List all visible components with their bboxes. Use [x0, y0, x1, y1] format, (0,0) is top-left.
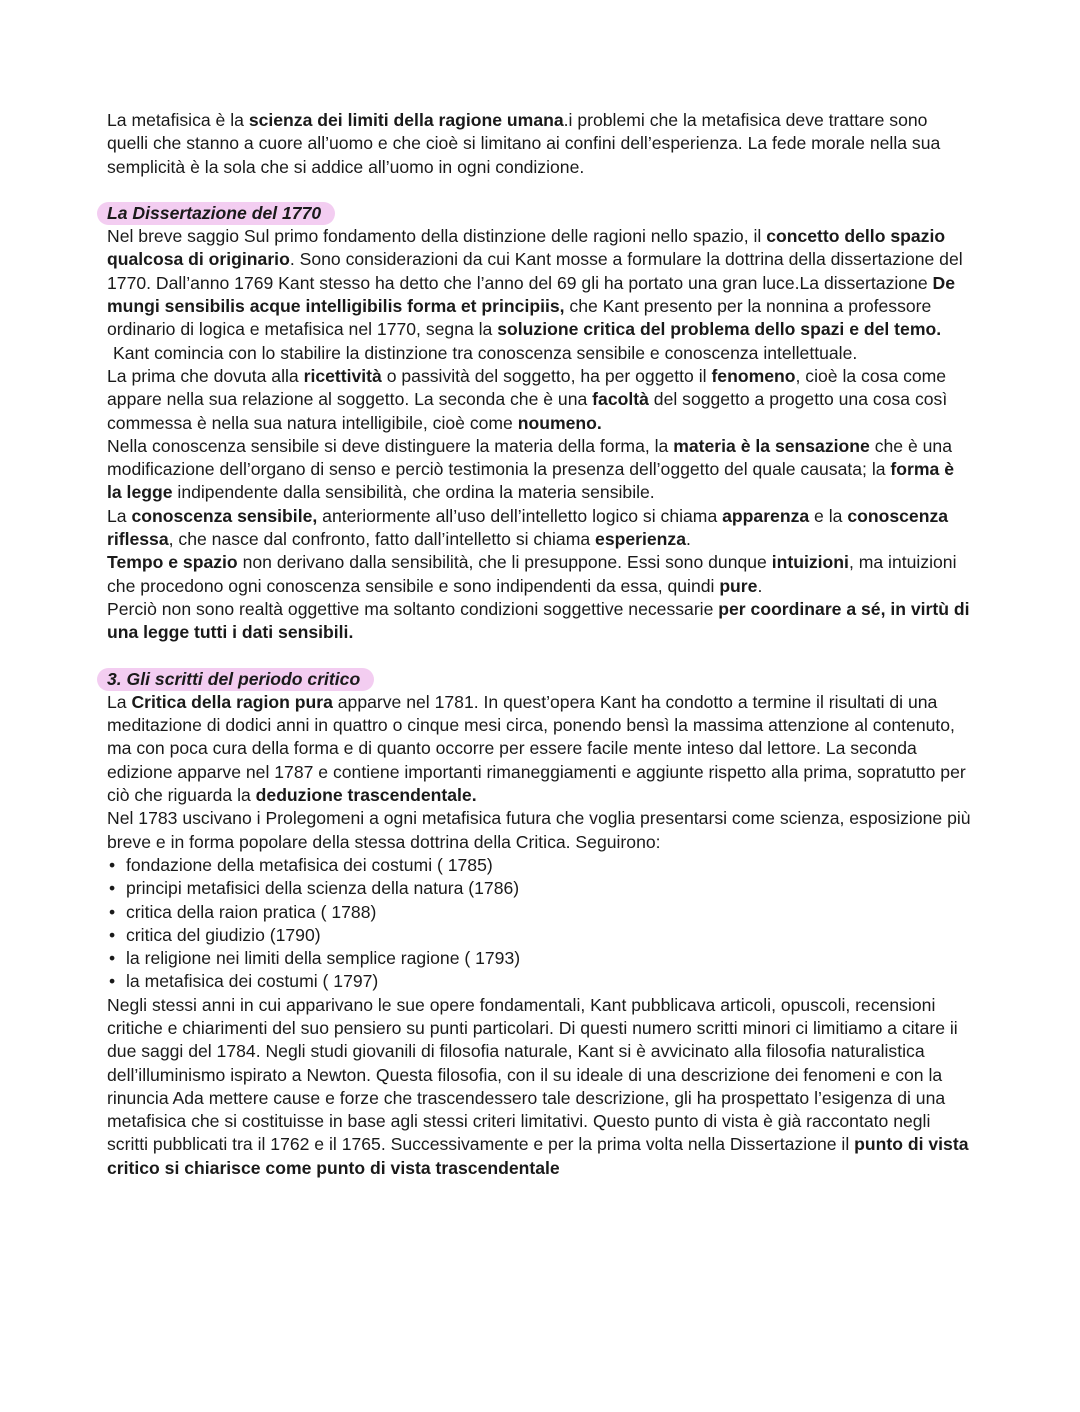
document-page [107, 109, 973, 1180]
text: Perciò non sono realtà oggettive ma soltanto condizioni soggettive necessarie [107, 598, 719, 619]
text: Nel 1783 uscivano i Prolegomeni a ogni metafisica futura che voglia presentarsi come scienza, esposizione più breve e in forma popolare della stessa dottrina della Critica. Seguirono: [107, 808, 971, 852]
bold-text: apparenza [722, 505, 810, 526]
bold-text: conoscenza sensibile, [131, 505, 318, 526]
text: . [685, 529, 691, 550]
text: La [107, 691, 132, 712]
section-heading-dissertazione: La Dissertazione del 1770 [97, 202, 335, 225]
text: La metafisica è la [107, 110, 249, 130]
section-heading-scritti-periodo-critico: 3. Gli scritti del periodo critico [97, 668, 374, 691]
text: , ma intuizioni che procedono ogni conoscenza sensibile e sono indipendenti da essa, quindi [107, 552, 957, 596]
bold-text: conoscenza riflessa [107, 505, 949, 550]
bold-text: scienza dei limiti della ragione umana [248, 110, 564, 130]
text: del soggetto a progetto una cosa così commessa è nella sua natura intelligibile, cioè come [107, 389, 948, 433]
text: , cioè la cosa come appare nella sua relazione al soggetto. La seconda che è una [107, 365, 947, 410]
list-item: • la metafisica dei costumi ( 1797) [107, 970, 973, 993]
text: anteriormente all’uso dell’intelletto logico si chiama [317, 505, 723, 526]
paragraph [107, 505, 973, 552]
text: o passività del soggetto, ha per oggetto il [381, 365, 712, 386]
bold-text: fenomeno [711, 365, 796, 386]
text: indipendente dalla sensibilità, che ordina la materia sensibile. [172, 482, 655, 503]
list-item: • critica del giudizio (1790) [107, 924, 973, 947]
bold-text: Tempo e spazio [107, 552, 238, 573]
paragraph [107, 342, 973, 365]
paragraph [107, 807, 973, 854]
bold-text: materia è la sensazione [673, 435, 870, 456]
bold-text: De mungi sensibilis acque intelligibilis forma et principiis, [107, 272, 956, 317]
text: La prima che dovuta alla [107, 365, 304, 386]
text: Nel breve saggio Sul primo fondamento della distinzione delle ragioni nello spazio, il [107, 226, 767, 247]
bold-text: forma è la legge [107, 459, 954, 503]
list-item: • fondazione della metafisica dei costumi ( 1785) [107, 854, 973, 877]
intro-paragraph [107, 109, 973, 179]
text: . Sono considerazioni da cui Kant mosse a formulare la dottrina della dissertazione del 1770. Dall’anno 1769 Kant stesso ha detto che l’anno del 69 gli ha portato una gran luce.La dissertazione [107, 249, 963, 293]
text: che è una modificazione dell’organo di senso e perciò testimonia la presenza dell’oggetto del quale causata; la [107, 435, 952, 480]
bold-text: ricettività [303, 365, 382, 386]
bold-text: per coordinare a sé, in virtù di una legge tutti i dati sensibili. [107, 598, 970, 643]
paragraph [107, 365, 973, 435]
bold-text: Critica della ragion pura [131, 691, 333, 712]
text: Kant comincia con lo stabilire la distinzione tra conoscenza sensibile e conoscenza intellettuale. [113, 342, 858, 363]
paragraph [107, 435, 973, 505]
text: non derivano dalla sensibilità, che li presuppone. Essi sono dunque [237, 552, 772, 573]
paragraph [107, 994, 973, 1180]
text: apparve nel 1781. In quest’opera Kant ha condotto a termine il risultati di una meditazione di dodici anni in quattro o cinque mesi circa, ponendo bensì la massima attenzione al contenuto, ma con poca cura della forma e di quanto occorre per essere facile mente inteso dal lettore. La seconda edizione apparve nel 1787 e contiene importanti rimaneggiamenti e aggiunte rispetto alla prima, sopratutto per ciò che riguarda la [107, 691, 966, 806]
bold-text: esperienza [595, 529, 686, 550]
text: .i problemi che la metafisica deve trattare sono quelli che stanno a cuore all’uomo e che cioè si limitano ai confini dell’esperienza. La fede morale nella sua semplicità è la sola che si addice all’uomo in ogni condizione. [107, 110, 941, 177]
text: , che nasce dal confronto, fatto dall’intelletto si chiama [168, 529, 596, 550]
list-item: • la religione nei limiti della semplice ragione ( 1793) [107, 947, 973, 970]
paragraph [107, 691, 973, 807]
list-item: • critica della raion pratica ( 1788) [107, 901, 973, 924]
text: La [107, 505, 132, 526]
text: Nella conoscenza sensibile si deve distinguere la materia della forma, la [107, 435, 674, 456]
paragraph [107, 225, 973, 341]
text: che Kant presento per la nonnina a professore ordinario di logica e metafisica nel 1770, segna la [107, 296, 932, 340]
bold-text: concetto dello spazio qualcosa di originario [107, 226, 946, 270]
paragraph [107, 551, 973, 598]
text: Negli stessi anni in cui apparivano le sue opere fondamentali, Kant pubblicava articoli, opuscoli, recensioni critiche e chiarimenti del suo pensiero su punti particolari. Di questi numero scritti minori ci limitiamo a citare ii due saggi del 1784. Negli studi giovanili di filosofia naturale, Kant si è avvicinato alla filosofia naturalistica dell’illuminismo ispirato a Newton. Questa filosofia, con il su ideale di una descrizione dei fenomeni e con la rinuncia Ada mettere cause e forze che trascendessero tale descrizione, gli ha prospettato l’esigenza di una metafisica che si costituisse in base agli stessi criteri limitativi. Questo punto di vista è già raccontato negli scritti pubblicati tra il 1762 e il 1765. Successivamente e per la prima volta nella Dissertazione il [107, 994, 958, 1155]
text: . [757, 575, 763, 596]
bold-text: intuizioni [771, 552, 849, 573]
works-list [107, 854, 973, 994]
bold-text: soluzione critica del problema dello spazi e del temo. [497, 319, 942, 340]
bold-text: pure [719, 575, 758, 596]
paragraph [107, 598, 973, 645]
list-item: • principi metafisici della scienza della natura (1786) [107, 877, 973, 900]
bold-text: deduzione trascendentale. [255, 785, 477, 806]
bold-text: punto di vista critico si chiarisce come punto di vista trascendentale [107, 1134, 969, 1178]
bold-text: facoltà [592, 389, 649, 410]
bold-text: noumeno. [517, 412, 602, 433]
text: e la [809, 505, 848, 526]
